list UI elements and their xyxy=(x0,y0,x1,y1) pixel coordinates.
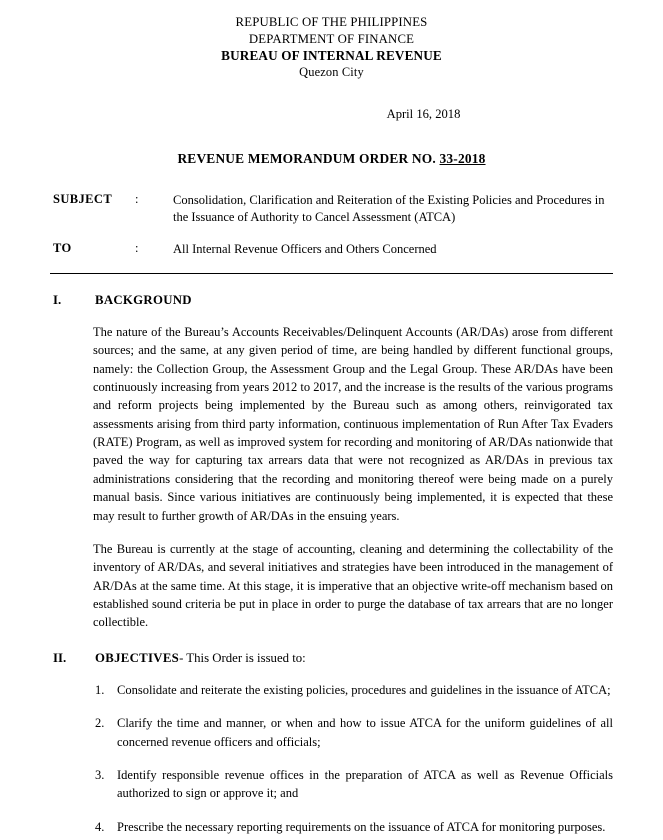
letterhead-city: Quezon City xyxy=(299,65,364,80)
list-text: Prescribe the necessary reporting requirements on the issuance of ATCA for monitoring purposes. xyxy=(117,819,606,834)
document-page xyxy=(0,14,663,840)
section-number-background: I. xyxy=(53,292,62,307)
objectives-list-item xyxy=(95,681,613,699)
objectives-list-item xyxy=(95,766,613,803)
document-date: April 16, 2018 xyxy=(386,106,461,121)
memo-title-prefix: REVENUE MEMORANDUM ORDER NO. xyxy=(177,150,440,166)
list-marker: 1. xyxy=(95,682,105,697)
field-colon-subject: : xyxy=(135,191,139,206)
field-value-to: All Internal Revenue Officers and Others Concerned xyxy=(173,242,437,257)
memo-title-number: 33-2018 xyxy=(439,150,486,166)
objectives-list-item xyxy=(95,818,613,836)
memo-title xyxy=(0,151,663,167)
section-background xyxy=(0,293,663,632)
list-text: Consolidate and reiterate the existing policies, procedures and guidelines in the issuance of ATCA; xyxy=(117,682,611,697)
section-number-objectives: II. xyxy=(53,650,67,665)
section-title-objectives: OBJECTIVES xyxy=(95,650,180,665)
memo-fields xyxy=(0,192,663,259)
field-row-subject xyxy=(53,192,613,228)
section-title-background: BACKGROUND xyxy=(95,292,192,307)
list-text: Identify responsible revenue offices in the preparation of ATCA as well as Revenue Officials authorized to sign or approve it; and xyxy=(117,767,613,801)
list-marker: 4. xyxy=(95,819,105,834)
section-objectives xyxy=(0,651,663,836)
letterhead-bureau: BUREAU OF INTERNAL REVENUE xyxy=(221,48,442,64)
section-heading-objectives xyxy=(53,651,613,666)
section-heading-background xyxy=(53,293,613,308)
field-label-to: TO xyxy=(53,241,72,256)
list-marker: 3. xyxy=(95,767,105,782)
field-row-to xyxy=(53,241,613,259)
letterhead xyxy=(0,14,663,81)
field-value-subject: Consolidation, Clarification and Reiteration of the Existing Policies and Procedures in the Issuance of Authority to Cancel Assessment (ATCA) xyxy=(173,192,605,225)
objectives-list-item xyxy=(95,714,613,751)
objectives-list xyxy=(95,681,613,836)
letterhead-republic: REPUBLIC OF THE PHILIPPINES xyxy=(235,15,428,29)
field-label-subject: SUBJECT xyxy=(53,191,113,206)
list-text: Clarify the time and manner, or when and how to issue ATCA for the uniform guidelines of all concerned revenue officers and officials; xyxy=(117,716,613,749)
letterhead-department: DEPARTMENT OF FINANCE xyxy=(248,31,415,46)
section-title-suffix-objectives: - This Order is issued to: xyxy=(179,650,306,665)
background-paragraph-2: The Bureau is currently at the stage of accounting, cleaning and determining the collectability of the inventory of AR/DAs, and several initiatives and strategies have been introduced in the management of AR/DAs at the same time. At this stage, it is imperative that an objective write-off mechanism based on established sound criteria be put in place in order to purge the database of tax arrears that are no longer collectible. xyxy=(93,541,613,630)
field-colon-to: : xyxy=(135,241,139,256)
header-divider xyxy=(50,273,613,274)
list-marker: 2. xyxy=(95,716,105,731)
background-paragraph-1: The nature of the Bureau’s Accounts Receivables/Delinquent Accounts (AR/DAs) arose from different sources; and the same, at any given period of time, are being handled by different functional groups, namely: the Collection Group, the Assessment Group and the Legal Group. These AR/DAs have been continuously increasing from years 2012 to 2017, and the increase is the results of the various programs and reform projects being implemented by the Bureau such as among others, reinvigorated tax assessments arising from third party information, continuous implementation of Run After Tax Evaders (RATE) Program, as well as improved system for recording and monitoring of AR/DAs nationwide that paved the way for capturing tax arrears data that were not recognized as AR/DAs in previous tax administrations considering that the recording and monitoring thereof were being made on a purely manual basis. Since various initiatives are continuously being implemented, it is expected that these may result to further growth of AR/DAs in the ensuing years. xyxy=(93,324,613,523)
